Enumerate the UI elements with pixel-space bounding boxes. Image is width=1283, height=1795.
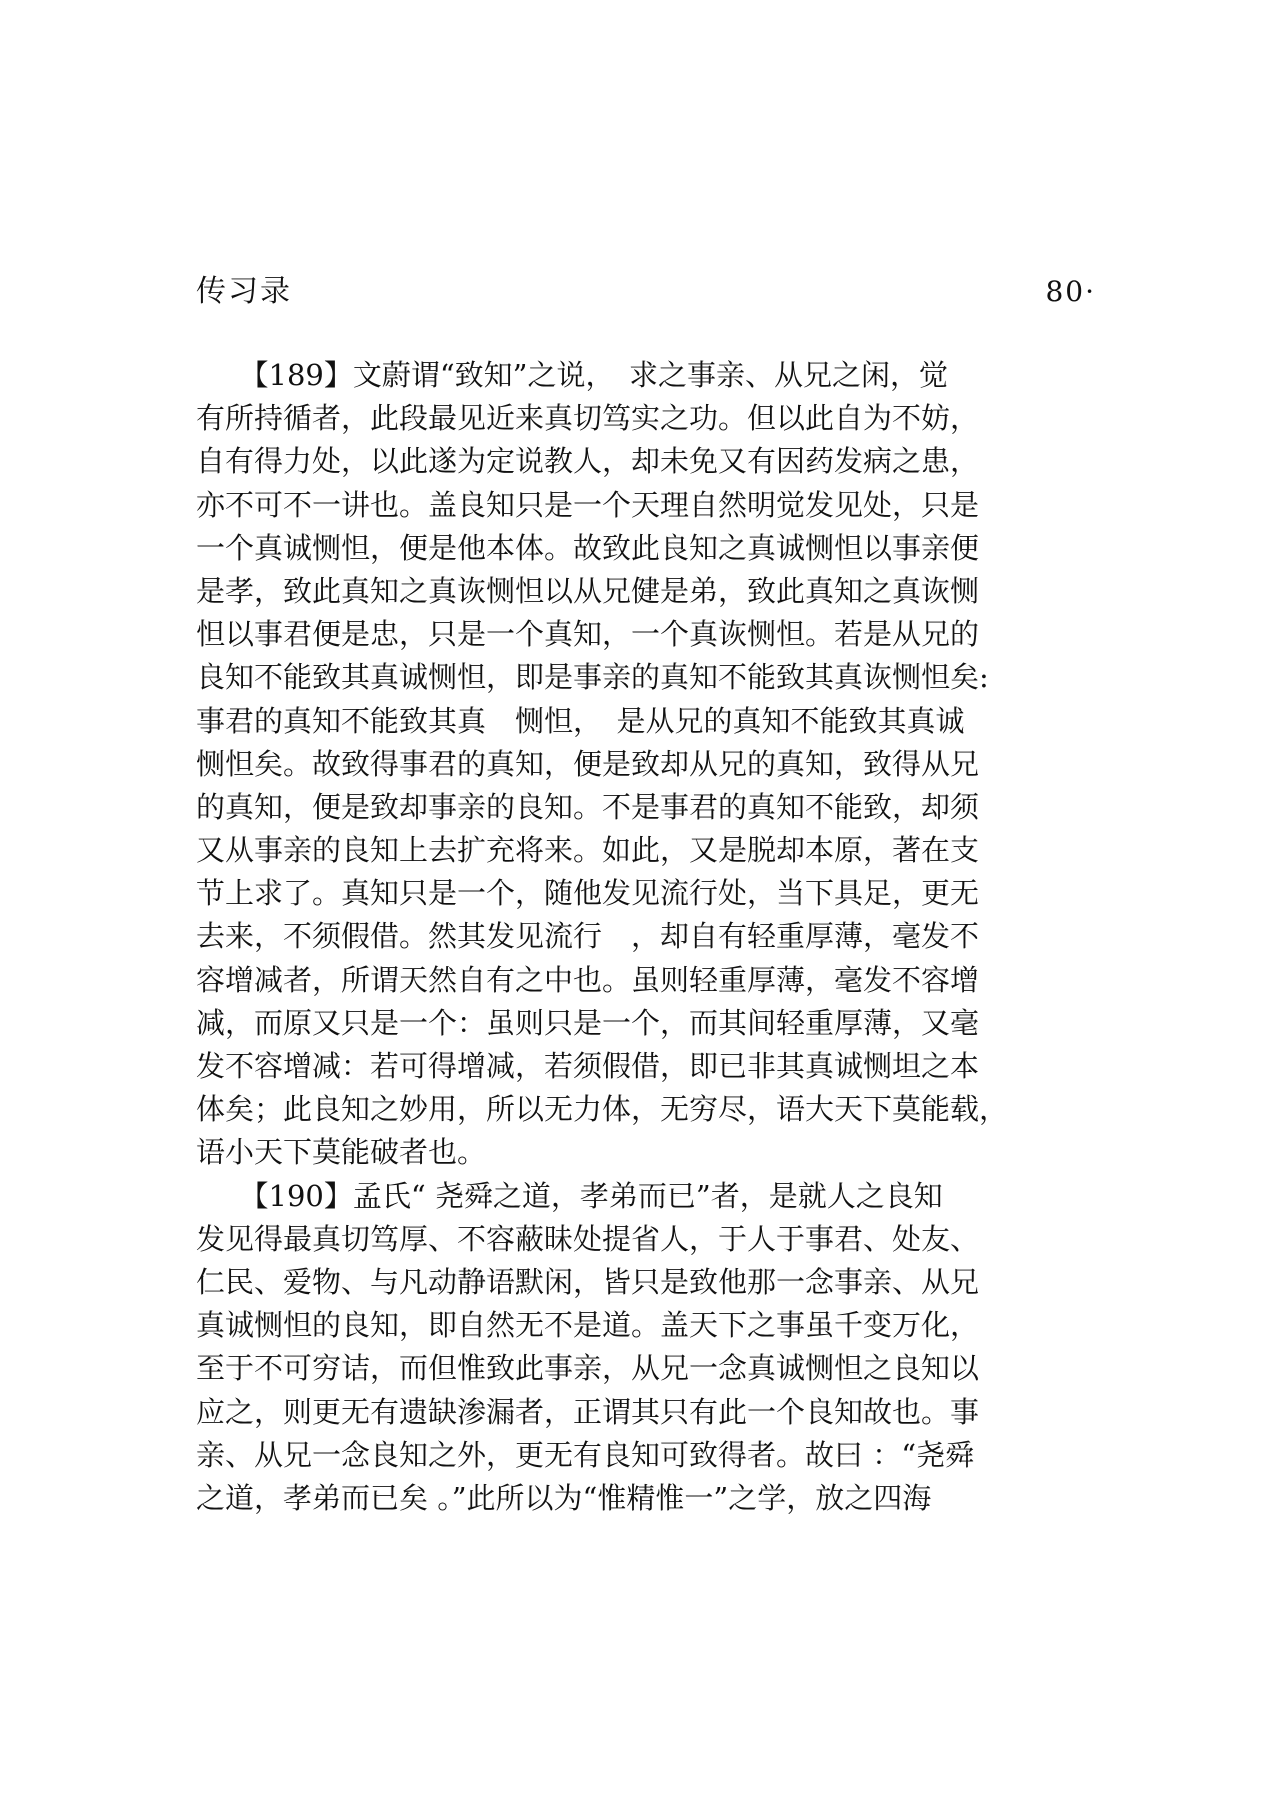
text-line: 亦不可不一讲也。盖良知只是一个天理自然明觉发见处，只是 [196, 487, 980, 522]
text-line: 良知不能致其真诚恻怛，即是事亲的真知不能致其真诙恻怛矣: [196, 660, 989, 695]
text-line: 怛以事君便是忠，只是一个真知，一个真诙恻怛。若是从兄的 [196, 617, 980, 652]
text-line: 去来，不须假借。然其发见流行 ，却自有轻重厚薄，毫发不 [196, 919, 980, 954]
book-title: 传习录 [196, 274, 292, 309]
text-line: 真诚恻怛的良知，即自然无不是道。盖天下之事虽千变万化， [196, 1308, 980, 1343]
text-line: 容增减者，所谓天然自有之中也。虽则轻重厚薄，毫发不容增 [196, 962, 980, 997]
text-line: 一个真诚恻怛，便是他本体。故致此良知之真诚恻怛以事亲便 [196, 530, 980, 565]
page-number: 80· [1045, 275, 1096, 308]
text-line: 是孝，致此真知之真诙恻怛以从兄健是弟，致此真知之真诙恻 [196, 573, 980, 608]
text-line: 发不容增减：若可得增减，若须假借，即已非其真诚恻坦之本 [196, 1049, 980, 1083]
text-line: 至于不可穷诘，而但惟致此事亲，从兄一念真诚恻怛之良知以 [196, 1351, 980, 1386]
text-line: 减，而原又只是一个：虽则只是一个，而其间轻重厚薄，又毫 [196, 1005, 980, 1040]
text-line: 之道，孝弟而已矣 。”此所以为“惟精惟一”之学，放之四海 [196, 1480, 932, 1515]
page-header [196, 272, 1096, 312]
text-line: 亲、从兄一念良知之外，更无有良知可致得者。故曰 ：“尧舜 [196, 1437, 975, 1472]
text-line: 应之，则更无有遗缺渗漏者，正谓其只有此一个良知故也。事 [196, 1394, 980, 1429]
text-line: 【189】文蔚谓“致知”之说， 求之事亲、从兄之闲，觉 [196, 358, 949, 392]
text-line: 的真知，便是致却事亲的良知。不是事君的真知不能致，却须 [196, 789, 980, 824]
text-line: 自有得力处，以此遂为定说教人，却未免又有因药发病之患， [196, 444, 980, 479]
text-line: 发见得最真切笃厚、不容蔽昧处提省人，于人于事君、处友、 [196, 1221, 980, 1256]
text-line: 【190】孟氏“ 尧舜之道，孝弟而已”者，是就人之良知 [196, 1178, 943, 1213]
text-line: 又从事亲的良知上去扩充将来。如此，又是脱却本原，著在支 [196, 833, 980, 868]
text-line: 恻怛矣。故致得事君的真知，便是致却从兄的真知，致得从兄 [196, 746, 980, 781]
text-line: 有所持循者，此段最见近来真切笃实之功。但以此自为不妨， [196, 401, 980, 436]
text-line: 体矣；此良知之妙用，所以无力体，无穷尽，语大天下莫能载， [196, 1092, 1009, 1127]
text-line: 事君的真知不能致其真 恻怛， 是从兄的真知不能致其真诚 [196, 703, 965, 738]
body-text [196, 354, 1096, 1520]
text-line: 仁民、爱物、与凡动静语默闲，皆只是致他那一念事亲、从兄 [196, 1264, 980, 1299]
text-line: 节上求了。真知只是一个，随他发见流行处，当下具足，更无 [196, 876, 980, 911]
text-line: 语小天下莫能破者也。 [196, 1135, 487, 1170]
